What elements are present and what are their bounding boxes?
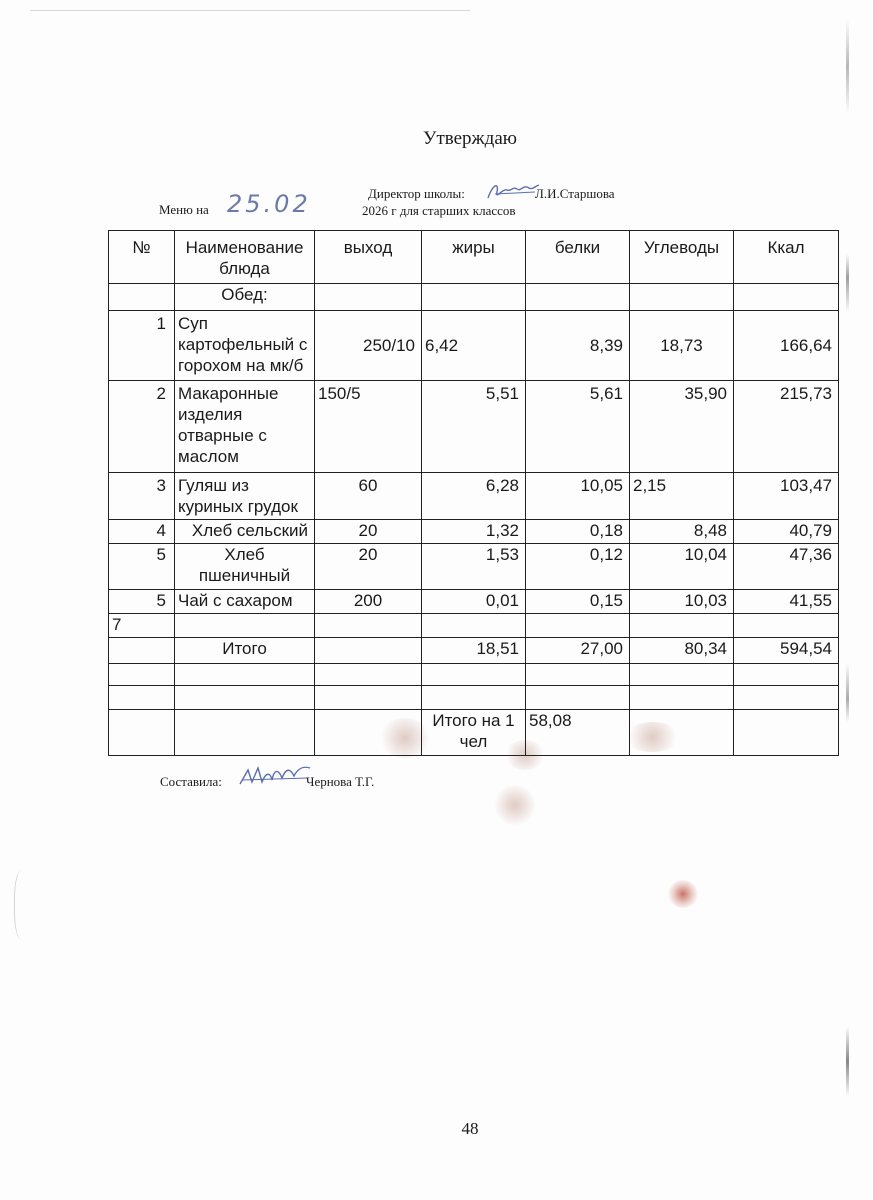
- empty-row: [109, 686, 839, 710]
- dish-output: 60: [315, 473, 422, 520]
- dish-fats: 6,28: [422, 473, 526, 520]
- table-row: [109, 590, 839, 614]
- row-number: 7: [109, 614, 175, 638]
- dish-fats: 1,53: [422, 544, 526, 590]
- dish-fats: 5,51: [422, 381, 526, 473]
- dish-output: 250/10: [315, 311, 422, 381]
- dish-output: 150/5: [315, 381, 422, 473]
- dish-kcal: 215,73: [734, 381, 839, 473]
- dish-carbs: 10,03: [630, 590, 734, 614]
- dish-kcal: 47,36: [734, 544, 839, 590]
- dish-name: Суп картофельный с горохом на мк/б: [175, 311, 315, 381]
- director-label: Директор школы:: [368, 186, 465, 201]
- dish-proteins: 0,15: [526, 590, 630, 614]
- dish-proteins: 8,39: [526, 311, 630, 381]
- row-number: 2: [109, 381, 175, 473]
- composer-signature-icon: [238, 762, 313, 790]
- total-proteins: 27,00: [526, 638, 630, 664]
- director-name: Л.И.Старшова: [535, 186, 615, 201]
- table-row: [109, 544, 839, 590]
- column-header-carbs: Углеводы: [630, 231, 734, 284]
- scan-artifact-right-edge: [846, 20, 849, 1190]
- per-person-value: 58,08: [526, 710, 630, 756]
- row-number: 1: [109, 311, 175, 381]
- dish-proteins: 0,18: [526, 520, 630, 544]
- page-number: 48: [461, 1119, 479, 1138]
- scan-artifact-top-line: [30, 10, 470, 11]
- composed-by-label: Составила:: [160, 774, 222, 789]
- dish-carbs: 10,04: [630, 544, 734, 590]
- empty-row: [109, 664, 839, 686]
- year-and-class-line: 2026 г для старших классов: [362, 203, 516, 218]
- dish-proteins: 10,05: [526, 473, 630, 520]
- row-number: 5: [109, 590, 175, 614]
- approve-title: Утверждаю: [423, 128, 517, 149]
- dish-carbs: 2,15: [630, 473, 734, 520]
- stain-mark: [495, 785, 535, 825]
- total-kcal: 594,54: [734, 638, 839, 664]
- dish-kcal: 40,79: [734, 520, 839, 544]
- dish-output: 200: [315, 590, 422, 614]
- table-row: [109, 520, 839, 544]
- total-label: Итого: [175, 638, 315, 664]
- menu-table: [108, 230, 839, 756]
- dish-name: [175, 614, 315, 638]
- total-carbs: 80,34: [630, 638, 734, 664]
- dish-proteins: 0,12: [526, 544, 630, 590]
- total-row: [109, 638, 839, 664]
- total-fats: 18,51: [422, 638, 526, 664]
- dish-name: Макаронные изделия отварные с маслом: [175, 381, 315, 473]
- dish-kcal: 166,64: [734, 311, 839, 381]
- dish-kcal: 103,47: [734, 473, 839, 520]
- table-row: [109, 311, 839, 381]
- dish-fats: 1,32: [422, 520, 526, 544]
- column-header-output: выход: [315, 231, 422, 284]
- scan-artifact-left-mark: [14, 870, 33, 940]
- dish-fats: 6,42: [422, 311, 526, 381]
- column-header-proteins: белки: [526, 231, 630, 284]
- row-number: 5: [109, 544, 175, 590]
- dish-name: Хлеб пшеничный: [175, 544, 315, 590]
- dish-name: Чай с сахаром: [175, 590, 315, 614]
- column-header-number: №: [109, 231, 175, 284]
- per-person-label: Итого на 1 чел: [422, 710, 526, 756]
- handwritten-menu-date: 25.02: [227, 190, 311, 218]
- dish-name: Гуляш из куриных грудок: [175, 473, 315, 520]
- dish-fats: 0,01: [422, 590, 526, 614]
- table-row: [109, 614, 839, 638]
- menu-date-label: Меню на: [159, 202, 209, 217]
- dish-carbs: 8,48: [630, 520, 734, 544]
- dish-carbs: 35,90: [630, 381, 734, 473]
- section-label: Обед:: [175, 284, 315, 311]
- dish-carbs: 18,73: [630, 311, 734, 381]
- dish-output: 20: [315, 520, 422, 544]
- stain-mark: [668, 880, 698, 908]
- table-header-row: [109, 231, 839, 284]
- dish-output: 20: [315, 544, 422, 590]
- column-header-kcal: Ккал: [734, 231, 839, 284]
- dish-proteins: 5,61: [526, 381, 630, 473]
- composer-name: Чернова Т.Г.: [306, 774, 375, 789]
- column-header-dish-name: Наименование блюда: [175, 231, 315, 284]
- per-person-row: [109, 710, 839, 756]
- section-row: [109, 284, 839, 311]
- table-row: [109, 381, 839, 473]
- dish-name: Хлеб сельский: [175, 520, 315, 544]
- dish-kcal: 41,55: [734, 590, 839, 614]
- column-header-fats: жиры: [422, 231, 526, 284]
- table-row: [109, 473, 839, 520]
- director-signature-icon: [485, 180, 540, 202]
- row-number: 3: [109, 473, 175, 520]
- row-number: 4: [109, 520, 175, 544]
